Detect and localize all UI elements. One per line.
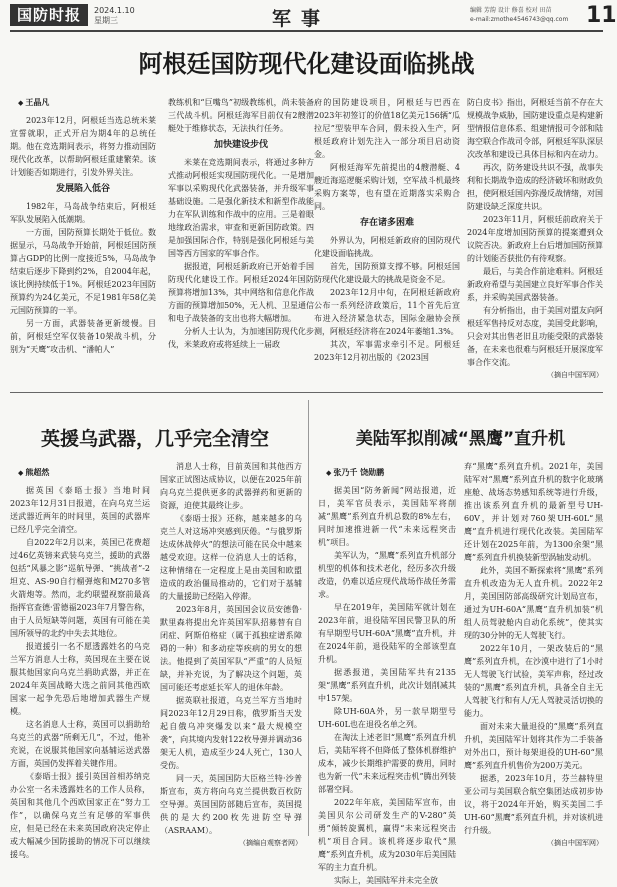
article3-title: 美陆军拟削减“黑鹰”直升机 [355, 429, 566, 449]
paragraph: 美军认为，“黑鹰”系列直升机部分机型的机体和技术老化，经历多次升级改造，仍难以适应现代战场作战任务需求。 [318, 551, 456, 599]
paragraph: 2023年8月，英国国会议员安德鲁·默里森将提出允许英国军队招募替有自闭症、阿斯伯格症（属于孤独症谱系障碍的一种）和多动症等疾病的男女的想法。他提到了英国军队“严重”的人员短缺，并补充说，为了解决这个问题，英国可能还考虑延长军人的退休年龄。 [160, 605, 302, 692]
article2-byline [18, 466, 150, 480]
paragraph: 一方面，国防预算长期处于低位。数据显示，马岛战争开始前，阿根廷国防预算占GDP的比例一度接近5%，马岛战争结束后逐步下降到约2%，自2004年起，该比例持续低于1%。阿根廷2023年国防预算约为24亿美元，不足1981年58亿美元国防预算的一半。 [10, 228, 156, 315]
article3-byline [326, 466, 456, 480]
paragraph: 消息人士称，目前英国和其他西方国家正试图达成协议，以便在2025年前向乌克兰提供更多的武器弹药和更新的资源，迫使其最终让步。 [160, 462, 302, 510]
paragraph: 据悉报道，美国陆军共有2135架“黑鹰”系列直升机，此次计划削减其中157架。 [318, 668, 456, 703]
paragraph: 最后，与美合作前途难料。阿根廷新政府希望与美国建立良好军事合作关系，并采购美国武器装备。 [467, 267, 603, 302]
paragraph: 2023年12月中旬，在阿根廷新政府公布一系列经济政策后，11个首先后宣布进入经济紧急状态，国际金融协会预测，阿根廷经济将在2024年萎缩1.3%。 [314, 288, 460, 336]
paragraph: 这名消息人士称，英国可以捐助给乌克兰的武器“所剩无几”，不过，他补充说，在说服其他国家向基辅运送武器方面，英国仍发挥着关键作用。 [10, 720, 150, 768]
article2-col1 [10, 466, 150, 859]
paragraph: 据悉，2023年10月，芬兰赫特里亚公司与美国联合航空集团达成初步协议，将于2024年开始，购买美国二手UH-60“黑鹰”系列直升机，并对该机进行升级。 [464, 774, 603, 835]
article1-title: 阿根廷国防现代化建设面临挑战 [138, 50, 475, 78]
diamond-icon: ◆ [326, 469, 332, 477]
paragraph: 据美国“防务新闻”网站报道，近日，美军官员表示，美国陆军将削减“黑鹰”系列直升机总数的8%左右，同时加速推进新一代“未来远程突击机”项目。 [318, 486, 456, 547]
article2-col2 [160, 460, 302, 847]
masthead-rule [10, 30, 603, 32]
email-line: e-mail:zmothe4546743@qq.com [470, 16, 569, 23]
section-divider [10, 392, 603, 393]
paragraph: 府的国防建设项目，阿根廷与巴西在2023年初签订的价值18亿美元156辆“瓜拉尼”型装甲车合同，假未投入生产，阿根廷政府计划先注入一部分项目启动资金。 [314, 98, 460, 159]
page-number: 11 [586, 3, 617, 28]
paragraph: 报道援引一名不愿透露姓名的乌克兰军方消息人士称，英国现在主要在说服其他国家向乌克兰捐助武器，并正在2024年英国战略大选之前同其他西欧国家一起争先恐后地增加武器生产规模。 [10, 642, 150, 716]
article1-subhead-1: 发展陷入低谷 [55, 184, 110, 194]
paragraph: 阿根廷海军先前提出的4艘潜艇、4艘近海巡逻艇采购计划，空军战斗机最终采购方案等，也有望在近期落实采购合同。 [314, 163, 460, 211]
paragraph: 据英国《泰晤士报》当地时间2023年12月31日报道，在向乌克兰运送武器近两年的时间里，英国的武器库已经几乎完全清空。 [10, 486, 150, 534]
article1-col2 [168, 96, 314, 380]
article3-credit: （摘自中国军网） [547, 839, 603, 847]
paragraph: 有分析指出，由于美国对盟友向阿根廷军售持反对态度，美国受此影响，只会对其出售老旧且功能受限的武器装备，在未来也很难与阿根廷开展深度军事合作交流。 [467, 306, 603, 367]
paragraph: 首先，国防预算支撑不够。阿根廷国防现代化建设最大的挑战是资金不足。 [314, 262, 460, 284]
article2-title: 英援乌武器，几乎完全清空 [40, 428, 269, 450]
paragraph: 2023年11月，阿根廷前政府关于2024年度增加国防预算的提案遭到众议院否决。新政府上台后增加国防预算的计划能否获批仍有待观察。 [467, 215, 603, 263]
paragraph: 《泰晤士报》还称，越来越多的乌克兰人对这场冲突感到厌倦。“与俄罗斯达成休战停火”的想法可能在民众中越来越受欢迎。这样一位消息人士的话称，这种情绪在一定程度上是由美国和欧盟造成的政治僵局推动的，它们对于基辅的大量援助已经陷入停滞。 [160, 514, 302, 601]
article3-col1 [318, 466, 456, 885]
issue-weekday: 星期三 [94, 16, 118, 25]
masthead-date [94, 6, 135, 26]
article3-col2 [464, 460, 603, 847]
masthead-logo: 国防时报 [10, 4, 88, 26]
section-label: 军事 [272, 8, 331, 30]
paragraph: 2022年10月，一架改装后的“黑鹰”系列直升机，在沙漠中进行了1小时无人驾驶飞行试验，美军声称，经过改装的“黑鹰”系列直升机，具备全自主无人驾驶飞行和有人/无人驾驶灵活切换的能力。 [464, 644, 603, 718]
masthead-credits [470, 6, 590, 24]
diamond-icon: ◆ [18, 99, 24, 107]
article2-credit: （摘编自观察者网） [239, 839, 302, 847]
issue-date: 2024.1.10 [94, 6, 135, 15]
paragraph: 2023年12月，阿根廷当选总统米莱宣誓就职，正式开启为期4年的总统任期。他在竞选期间表示，将努力推动国防现代化改革，以帮助阿根廷重建繁荣。该计划能否如期进行，引发外界关注。 [10, 116, 156, 177]
article1-subhead-3: 存在诸多困难 [359, 218, 414, 228]
article2-author: 熊超然 [25, 468, 50, 477]
paragraph: 米莱在竞选期间表示，将通过多种方式推动阿根廷实现国防现代化。一是增加军事以采购现代化武器装备，并升级军事基础设施。二是强化新技术和新型作战能力在军队训练和作战中的应用。三是着眼地缘政治需求，审查和更新国防政策。四是加强国际合作，特别是强化阿根廷与美国等西方国家的军事合作。 [168, 158, 314, 258]
paragraph: 外界认为，阿根廷新政府的国防现代化建设面临挑战。 [314, 236, 460, 258]
article1-author: 王晶凡 [25, 98, 50, 107]
paragraph: 分析人士认为，为加速国防现代化步伐，米莱政府或将延续上一届政 [168, 327, 314, 349]
diamond-icon: ◆ [18, 469, 24, 477]
article1-col3 [314, 96, 460, 380]
paragraph: 《泰晤士报》援引英国首相苏纳克办公室一名未透露姓名的工作人员称，英国和其他几个西欧国家正在“努力工作”，以确保乌克兰有足够的军事供应，但是已经在未来英国政府决定停止或大幅减少国防援助的情况下可以继续援乌。 [10, 772, 150, 859]
paragraph: 同一天，英国国防大臣格兰特·沙普斯宣布，英方将向乌克兰提供数百枚防空导弹。英国国防部随后宣布，英国提供的是大约200枚先进防空导弹（ASRAAM）。 [160, 774, 302, 835]
article1-subhead-2: 加快建设步伐 [213, 140, 268, 150]
paragraph: 防白皮书》指出，阿根廷当前不存在大规模战争威胁，国防建设重点是构建新型情报信息体系、组建情报可令部和陆海空联合作战司令部，阿根廷军队深层次改革和建设已具体目标和内在动力。 [467, 98, 603, 159]
paragraph: 实际上，美国陆军并未完全放 [334, 876, 438, 885]
paragraph: 除UH-60A外，另一款早期型号UH-60L也在退役名单之列。 [318, 707, 456, 729]
article1-col1 [10, 96, 156, 380]
article3-author: 张乃千 饶勋鹏 [333, 468, 385, 477]
article1-byline [18, 96, 156, 110]
article1-credit: （摘自中国军网） [547, 371, 603, 379]
paragraph: 另一方面，武器装备更新缓慢。目前，阿根廷空军仅装备10架战斗机，分别为“天鹰”攻击机、“潘帕人” [10, 319, 156, 354]
paragraph: 教练机和“巨嘴鸟”初级教练机，尚未装备三代战斗机。阿根廷海军目前仅有2艘潜艇处于维修状态，无法执行任务。 [168, 98, 314, 133]
paragraph: 2022年年底，美国陆军宣布，由美国贝尔公司研发生产的V-280“英勇”倾转旋翼机，赢得“未来远程突击机”项目合同。该机将逐步取代“黑鹰”系列直升机，成为2030年后美国陆军的主力直升机。 [318, 798, 456, 872]
paragraph: 再次，防务建设共识不强，战事失利和长期战争造成的经济破坏和财政负担，使阿根廷国内弥漫反战情绪，对国防建设缺乏深度共识。 [467, 163, 603, 211]
paragraph: 在淘汰上述老旧“黑鹰”系列直升机后，美陆军将不但降低了整体机群维护成本，减少长期维护需要的费用，同时也为新一代“未来远程突击机”腾出列装部署空间。 [318, 733, 456, 794]
editors-line: 编辑 芳韵 设计 修喜 校对 田苗 [470, 7, 552, 14]
paragraph: 面对未来大量退役的“黑鹰”系列直升机，美国陆军计划将其作为二手装备对外出口，预计每架退役的UH-60“黑鹰”系列直升机售价为200万美元。 [464, 722, 603, 770]
paragraph: 弃“黑鹰”系列直升机。2021年，美国陆军对“黑鹰”系列直升机的数字化玻璃座舱、战场态势感知系统等进行升级，推出该系列直升机的最新型号UH-60V，并计划对760架UH-60L“黑鹰”直升机进行现代化改装。美国陆军还计划在2025年前，为1300余架“黑鹰”系列直升机换装新型涡轴发动机。 [464, 462, 603, 562]
paragraph: 据英联社报道，乌克兰军方当地时间2023年12月29日称，俄罗斯当天发起自俄乌冲突爆发以来“最大规模空袭”，向其境内发射122枚导弹并调动36架无人机，造成至少24人死亡，130人受伤。 [160, 696, 302, 770]
paragraph: 早在2019年，美国陆军就计划在2023年前，退役陆军国民警卫队的所有早期型号UH-60A“黑鹰”直升机，并在2024年前，退役陆军的全部该型直升机。 [318, 603, 456, 664]
paragraph: 1982年，马岛战争结束后，阿根廷军队发展陷入低潮期。 [10, 202, 156, 224]
paragraph: 据报道，阿根廷新政府已开始着手国防现代化建设工作。阿根廷2024年国防预算将增加13%，其中网络和信息化作战方面的预算增加50%，无人机、卫星通信和电子战装备的支出也将大幅增加。 [168, 262, 314, 323]
paragraph: 自2022年2月以来，英国已花费超过46亿英镑来武装乌克兰，援助的武器包括“风暴之影”巡航导弹、“挑战者”-2坦克、AS-90自行榴弹炮和M270多管火箭炮等。然而，北约联盟视察前最高指挥官查德·雷德福2023年7月警告称，由于人员短缺等问题，英国有可能在美国所领导的北约中失去其地位。 [10, 538, 150, 638]
paragraph: 此外，美国不断探索将“黑鹰”系列直升机改造为无人直升机。2022年2月，美国国防部高级研究计划局宣布，通过为UH-60A“黑鹰”直升机加装“机组人员驾驶舱内自动化系统”，使其实现的30分钟的无人驾驶飞行。 [464, 566, 603, 640]
column-divider [308, 400, 309, 836]
article1-col4 [467, 96, 603, 380]
paragraph: 其次，军事需求牵引不足。阿根廷2023年12月初出版的《2023国 [314, 340, 460, 362]
